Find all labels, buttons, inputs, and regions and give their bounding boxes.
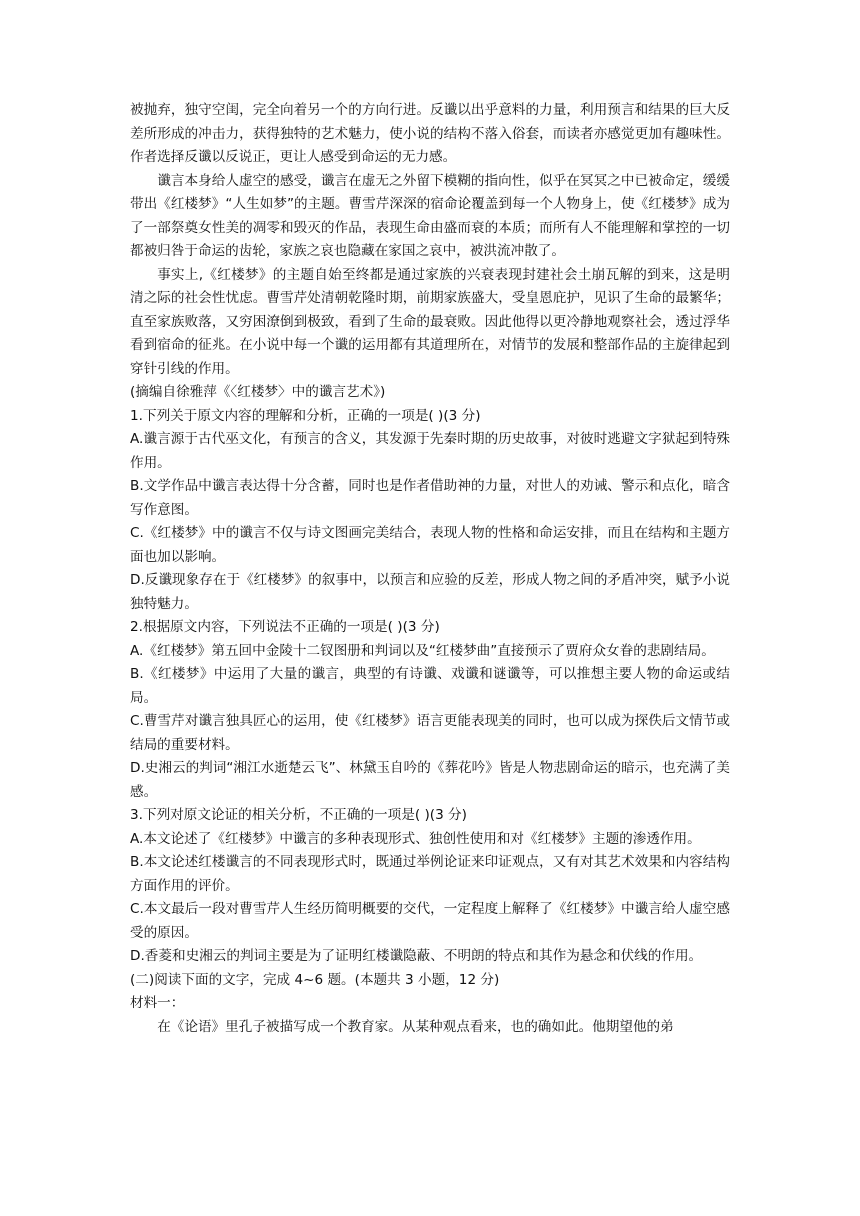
material-1-label: 材料一： [130, 995, 185, 1011]
question-2-option-c: C.曹雪芹对谶言独具匠心的运用，使《红楼梦》语言更能表现美的同时，也可以成为探佚后文情节或结局的重要材料。 [130, 713, 730, 753]
question-2-option-a: A.《红楼梦》第五回中金陵十二钗图册和判词以及“红楼梦曲”直接预示了贾府众女眷的悲剧结局。 [130, 642, 715, 659]
question-1-option-d: D.反谶现象存在于《红楼梦》的叙事中，以预言和应验的反差，形成人物之间的矛盾冲突，赋予小说独特魅力。 [130, 572, 730, 612]
passage-paragraph-1: 被抛弃，独守空闺，完全向着另一个的方向行进。反谶以出乎意料的力量，利用预言和结果的巨大反差所形成的冲击力，获得独特的艺术魅力，使小说的结构不落入俗套，而读者亦感觉更加有趣味性。作者选择反谶以反说正，更让人感受到命运的无力感。 [130, 102, 730, 165]
passage-source: (摘编自徐雅萍《〈红楼梦〉中的谶言艺术》) [130, 384, 386, 400]
question-2-stem: 2.根据原文内容，下列说法不正确的一项是( )(3 分) [130, 619, 440, 635]
question-3-option-d: D.香菱和史湘云的判词主要是为了证明红楼谶隐蔽、不明朗的特点和其作为悬念和伏线的作用。 [130, 948, 703, 964]
question-2-option-b: B.《红楼梦》中运用了大量的谶言，典型的有诗谶、戏谶和谜谶等，可以推想主要人物的命运或结局。 [130, 666, 730, 706]
material-1-text: 在《论语》里孔子被描写成一个教育家。从某种观点看来，也的确如此。他期望他的弟 [157, 1018, 674, 1035]
question-2-option-d: D.史湘云的判词“湘江水逝楚云飞”、林黛玉自吟的《葬花吟》皆是人物悲剧命运的暗示，也充满了美感。 [130, 760, 730, 800]
question-3-option-a: A.本文论述了《红楼梦》中谶言的多种表现形式、独创性使用和对《红楼梦》主题的渗透作用。 [130, 830, 701, 847]
question-3-stem: 3.下列对原文论证的相关分析，不正确的一项是( )(3 分) [130, 807, 467, 823]
question-3-option-b: B.本文论述红楼谶言的不同表现形式时，既通过举例论证来印证观点，又有对其艺术效果和内容结构方面作用的评价。 [130, 854, 730, 894]
question-1-option-c: C.《红楼梦》中的谶言不仅与诗文图画完美结合，表现人物的性格和命运安排，而且在结构和主题方面也加以影响。 [130, 525, 730, 565]
question-1 [130, 405, 730, 617]
question-1-option-a: A.谶言源于古代巫文化，有预言的含义，其发源于先秦时期的历史故事，对彼时逃避文字狱起到特殊作用。 [130, 431, 730, 471]
question-2 [130, 616, 730, 804]
question-3-option-c: C.本文最后一段对曹雪芹人生经历简明概要的交代，一定程度上解释了《红楼梦》中谶言给人虚空感受的原因。 [130, 901, 730, 941]
passage-paragraph-2: 谶言本身给人虚空的感受，谶言在虚无之外留下模糊的指向性，似乎在冥冥之中已被命定，缓缓带出《红楼梦》“人生如梦”的主题。曹雪芹深深的宿命论覆盖到每一个人物身上，使《红楼梦》成为了一部祭奠女性美的凋零和毁灭的作品，表现生命由盛而衰的本质；而所有人不能理解和掌控的一切都被归咎于命运的齿轮，家族之哀也隐藏在家国之哀中，被洪流冲散了。 [130, 172, 730, 259]
section-2-heading: (二)阅读下面的文字，完成 4~6 题。(本题共 3 小题，12 分) [130, 971, 500, 988]
question-3 [130, 804, 730, 969]
passage-paragraph-3: 事实上,《红楼梦》的主题自始至终都是通过家族的兴衰表现封建社会土崩瓦解的到来，这是明清之际的社会性忧虑。曹雪芹处清朝乾隆时期，前期家族盛大，受皇恩庇护，见识了生命的最繁华；直至家族败落，又穷困潦倒到极致，看到了生命的最衰败。因此他得以更冷静地观察社会，透过浮华看到宿命的征兆。在小说中每一个谶的运用都有其道理所在，对情节的发展和整部作品的主旋律起到穿针引线的作用。 [130, 266, 730, 377]
document-body [130, 99, 730, 1039]
question-1-stem: 1.下列关于原文内容的理解和分析，正确的一项是( )(3 分) [130, 407, 481, 424]
question-1-option-b: B.文学作品中谶言表达得十分含蓄，同时也是作者借助神的力量，对世人的劝诫、警示和点化，暗含写作意图。 [130, 478, 730, 518]
